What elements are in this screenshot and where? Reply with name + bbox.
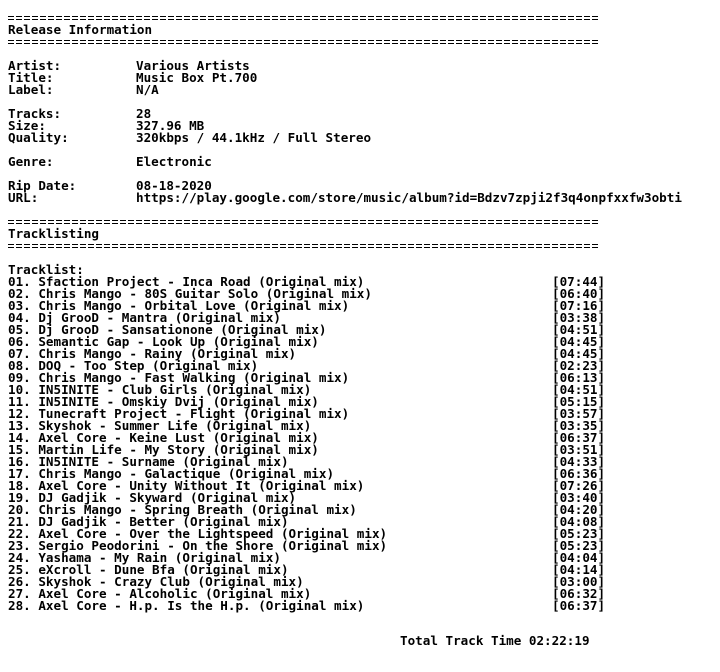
- track-title: 25. eXcroll - Dune Bfa (Original mix): [8, 562, 289, 577]
- track-title: 20. Chris Mango - Spring Breath (Original mix): [8, 502, 357, 517]
- track-duration: [03:57]: [552, 406, 606, 421]
- track-title: 12. Tunecraft Project - Flight (Original mix): [8, 406, 350, 421]
- record-label-value: N/A: [136, 82, 159, 97]
- title-value: Music Box Pt.700: [136, 70, 258, 85]
- track-title: 01. Sfaction Project - Inca Road (Original mix): [8, 274, 365, 289]
- track-title: 26. Skyshok - Crazy Club (Original mix): [8, 574, 304, 589]
- track-duration: [07:44]: [552, 274, 606, 289]
- track-title: 14. Axel Core - Keine Lust (Original mix): [8, 430, 319, 445]
- track-duration: [05:23]: [552, 538, 606, 553]
- size-value: 327.96 MB: [136, 118, 205, 133]
- track-duration: [03:40]: [552, 490, 606, 505]
- track-duration: [04:04]: [552, 550, 606, 565]
- track-duration: [04:45]: [552, 334, 606, 349]
- quality-value: 320kbps / 44.1kHz / Full Stereo: [136, 130, 372, 145]
- track-duration: [04:08]: [552, 514, 606, 529]
- record-label-label: Label:: [8, 82, 54, 97]
- rip-date-value: 08-18-2020: [136, 178, 212, 193]
- track-title: 06. Semantic Gap - Look Up (Original mix): [8, 334, 319, 349]
- track-title: 27. Axel Core - Alcoholic (Original mix): [8, 586, 312, 601]
- track-duration: [06:40]: [552, 286, 606, 301]
- track-title: 21. DJ Gadjik - Better (Original mix): [8, 514, 289, 529]
- track-duration: [06:13]: [552, 370, 606, 385]
- track-title: 09. Chris Mango - Fast Walking (Original mix): [8, 370, 350, 385]
- total-track-time: Total Track Time 02:22:19: [400, 633, 590, 648]
- track-title: 03. Chris Mango - Orbital Love (Original mix): [8, 298, 350, 313]
- track-duration: [06:37]: [552, 598, 606, 613]
- track-title: 16. IN5INITE - Surname (Original mix): [8, 454, 289, 469]
- track-title: 23. Sergio Peodorini - On the Shore (Original mix): [8, 538, 388, 553]
- quality-label: Quality:: [8, 130, 69, 145]
- separator-line: [8, 16, 600, 20]
- track-duration: [07:26]: [552, 478, 606, 493]
- track-duration: [04:14]: [552, 562, 606, 577]
- title-label: Title:: [8, 70, 54, 85]
- track-title: 17. Chris Mango - Galactique (Original mix): [8, 466, 335, 481]
- track-title: 07. Chris Mango - Rainy (Original mix): [8, 346, 297, 361]
- track-duration: [04:51]: [552, 382, 606, 397]
- track-title: 19. DJ Gadjik - Skyward (Original mix): [8, 490, 297, 505]
- track-duration: [04:20]: [552, 502, 606, 517]
- track-duration: [03:51]: [552, 442, 606, 457]
- url-link[interactable]: https://play.google.com/store/music/album?id=Bdzv7zpji2f3q4onpfxxfw3obti: [136, 190, 682, 205]
- separator-line: [8, 244, 600, 248]
- track-title: 15. Martin Life - My Story (Original mix): [8, 442, 319, 457]
- separator-line: [8, 220, 600, 224]
- track-duration: [03:35]: [552, 418, 606, 433]
- track-title: 24. Yashama - My Rain (Original mix): [8, 550, 281, 565]
- track-duration: [06:36]: [552, 466, 606, 481]
- track-duration: [04:51]: [552, 322, 606, 337]
- size-label: Size:: [8, 118, 46, 133]
- separator-line: [8, 40, 600, 44]
- track-duration: [04:45]: [552, 346, 606, 361]
- track-duration: [07:16]: [552, 298, 606, 313]
- track-title: 08. DOQ - Too Step (Original mix): [8, 358, 259, 373]
- track-title: 11. IN5INITE - Omskiy Dvij (Original mix): [8, 394, 319, 409]
- track-duration: [02:23]: [552, 358, 606, 373]
- track-title: 05. Dj GrooD - Sansationone (Original mix): [8, 322, 327, 337]
- track-title: 18. Axel Core - Unity Without It (Original mix): [8, 478, 365, 493]
- genre-value: Electronic: [136, 154, 212, 169]
- track-duration: [05:15]: [552, 394, 606, 409]
- section-heading-release-information: Release Information: [8, 22, 153, 37]
- rip-date-label: Rip Date:: [8, 178, 77, 193]
- artist-label: Artist:: [8, 58, 62, 73]
- track-title: 22. Axel Core - Over the Lightspeed (Original mix): [8, 526, 388, 541]
- tracks-value: 28: [136, 106, 152, 121]
- track-title: 13. Skyshok - Summer Life (Original mix): [8, 418, 312, 433]
- track-title: 28. Axel Core - H.p. Is the H.p. (Original mix): [8, 598, 365, 613]
- url-label: URL:: [8, 190, 39, 205]
- track-title: 10. IN5INITE - Club Girls (Original mix): [8, 382, 312, 397]
- track-duration: [03:00]: [552, 574, 606, 589]
- track-duration: [04:33]: [552, 454, 606, 469]
- track-duration: [05:23]: [552, 526, 606, 541]
- track-title: 02. Chris Mango - 80S Guitar Solo (Original mix): [8, 286, 372, 301]
- section-heading-tracklisting: Tracklisting: [8, 226, 99, 241]
- genre-label: Genre:: [8, 154, 54, 169]
- track-title: 04. Dj GrooD - Mantra (Original mix): [8, 310, 281, 325]
- track-duration: [06:32]: [552, 586, 606, 601]
- tracks-label: Tracks:: [8, 106, 62, 121]
- artist-value: Various Artists: [136, 58, 250, 73]
- track-duration: [06:37]: [552, 430, 606, 445]
- track-duration: [03:38]: [552, 310, 606, 325]
- tracklist-heading: Tracklist:: [8, 262, 84, 277]
